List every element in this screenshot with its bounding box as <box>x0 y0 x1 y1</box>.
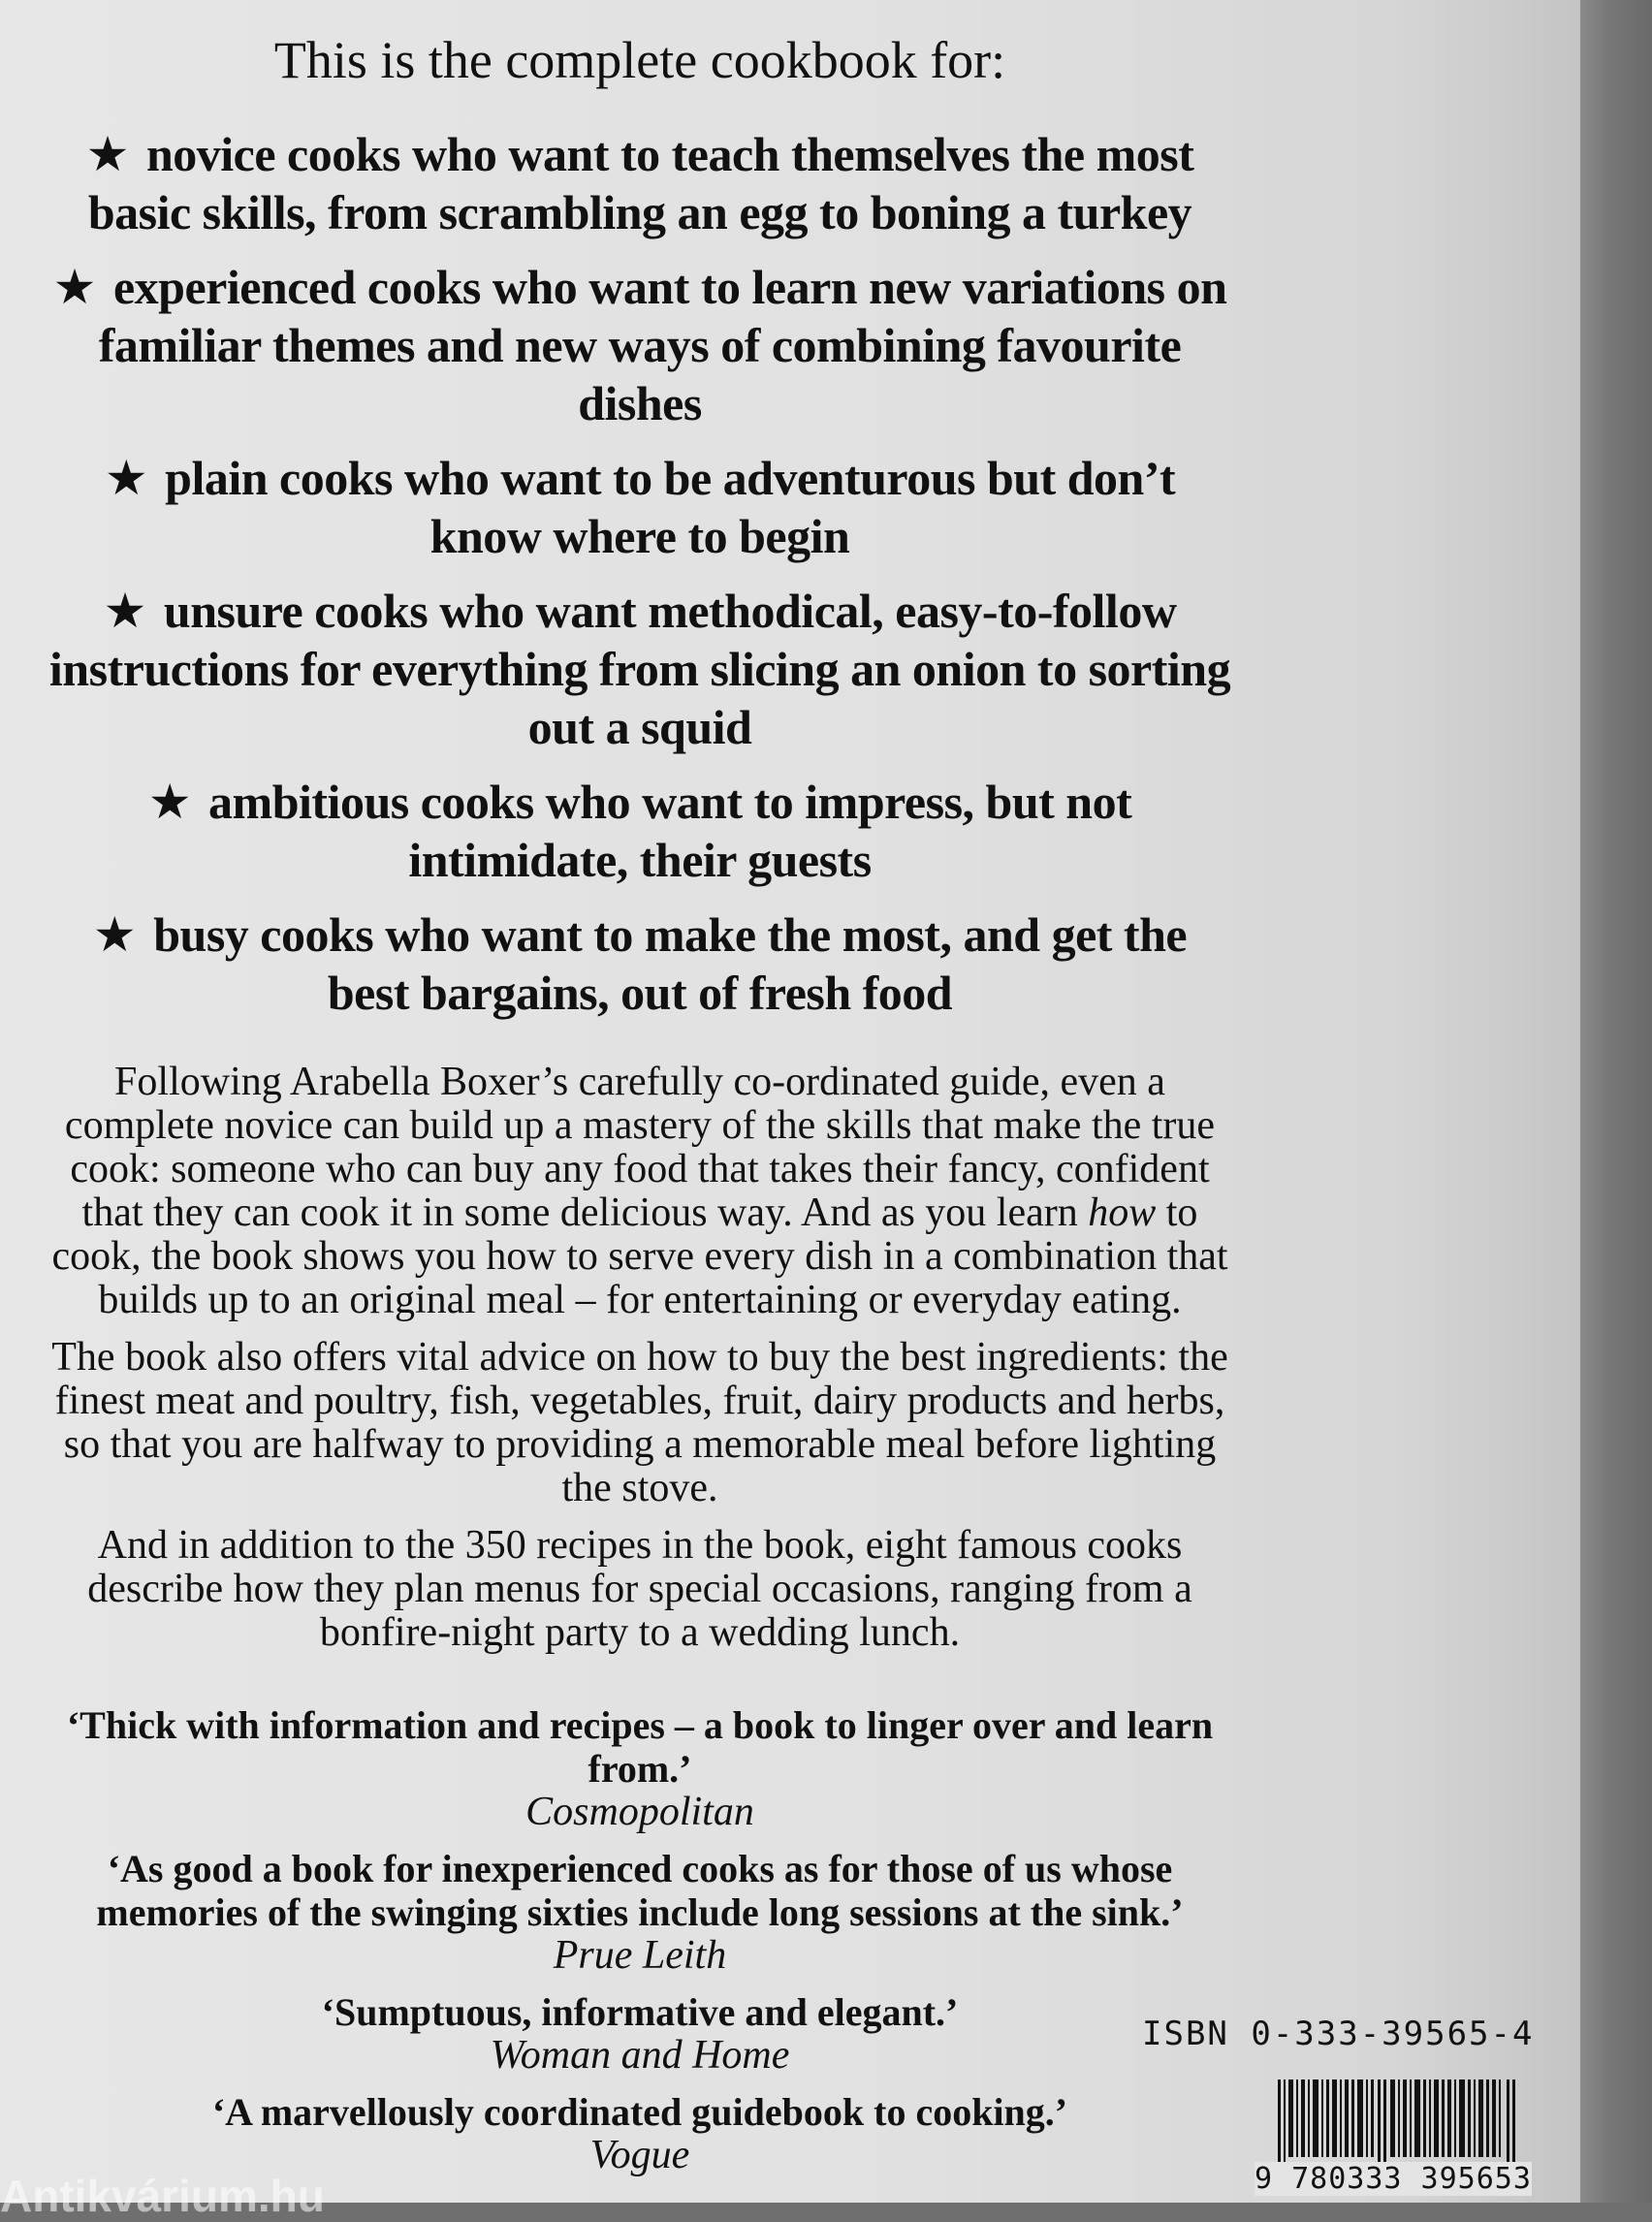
star-icon: ★ <box>52 259 96 314</box>
star-icon: ★ <box>92 906 137 962</box>
star-icon: ★ <box>85 126 129 181</box>
description <box>48 1061 1231 1655</box>
description-paragraph: The book also offers vital advice on how to buy the best ingredients: the finest meat and poultry, fish, vegetables, fruit, dairy products and herbs, so that you are halfway to providing a memorable meal before lighting the stove. <box>51 1334 1228 1510</box>
description-paragraph: Following Arabella Boxer’s carefully co-ordinated guide, even a complete novice can build up a mastery of the skills that make the true cook: someone who can buy any food that takes their fancy, confident that they can cook it in some delicious way. And as you learn how to cook, the book shows you how to serve every dish in a combination that builds up to an original meal – for entertaining or everyday eating. <box>51 1059 1228 1322</box>
review-quote <box>48 2090 1231 2176</box>
audience-item: ★ novice cooks who want to teach themselves the most basic skills, from scrambling an egg to boning a turkey <box>85 126 1194 239</box>
quote-text: ‘A marvellously coordinated guidebook to cooking.’ <box>211 2089 1068 2134</box>
cover-text <box>48 29 1231 2190</box>
audience-item: ★ unsure cooks who want methodical, easy-to-follow instructions for everything from slicing an onion to sorting out a squid <box>48 583 1231 754</box>
quote-text: ‘Sumptuous, informative and elegant.’ <box>321 1989 959 2034</box>
star-icon: ★ <box>147 774 192 829</box>
review-quote <box>48 1703 1231 1833</box>
barcode-icon <box>1278 2079 1516 2167</box>
audience-item: ★ ambitious cooks who want to impress, but not intimidate, their guests <box>147 774 1132 887</box>
quote-text: ‘Thick with information and recipes – a book to linger over and learn from.’ <box>66 1702 1214 1791</box>
quote-text: ‘As good a book for inexperienced cooks as for those of us whose memories of the swinging sixties include long sessions at the sink.’ <box>96 1846 1184 1934</box>
star-icon: ★ <box>103 583 146 638</box>
star-icon: ★ <box>104 450 148 505</box>
watermark: Antikvárium.hu <box>0 2171 325 2221</box>
quote-source: Vogue <box>589 2132 690 2177</box>
audience-item: ★ plain cooks who want to be adventurous but don’t know where to begin <box>104 450 1176 563</box>
book-spine-edge <box>1580 0 1652 2203</box>
review-quotes <box>48 1703 1231 2176</box>
cover-heading: This is the complete cookbook for: <box>273 31 1006 89</box>
quote-source: Prue Leith <box>553 1932 727 1978</box>
isbn-label: ISBN 0-333-39565-4 <box>1142 2015 1535 2053</box>
barcode-number: 9 780333 395653 <box>1255 2162 1532 2196</box>
review-quote <box>48 1847 1231 1977</box>
quote-source: Cosmopolitan <box>525 1789 754 1834</box>
quote-source: Woman and Home <box>490 2032 790 2078</box>
audience-item: ★ experienced cooks who want to learn new variations on familiar themes and new ways of combining favourite dishes <box>52 259 1227 430</box>
audience-item: ★ busy cooks who want to make the most, and get the best bargains, out of fresh food <box>92 906 1188 1020</box>
audience-list <box>48 125 1231 1022</box>
description-paragraph: And in addition to the 350 recipes in the book, eight famous cooks describe how they plan menus for special occasions, ranging from a bonfire-night party to a wedding lunch. <box>87 1522 1192 1655</box>
review-quote <box>48 1990 1231 2077</box>
